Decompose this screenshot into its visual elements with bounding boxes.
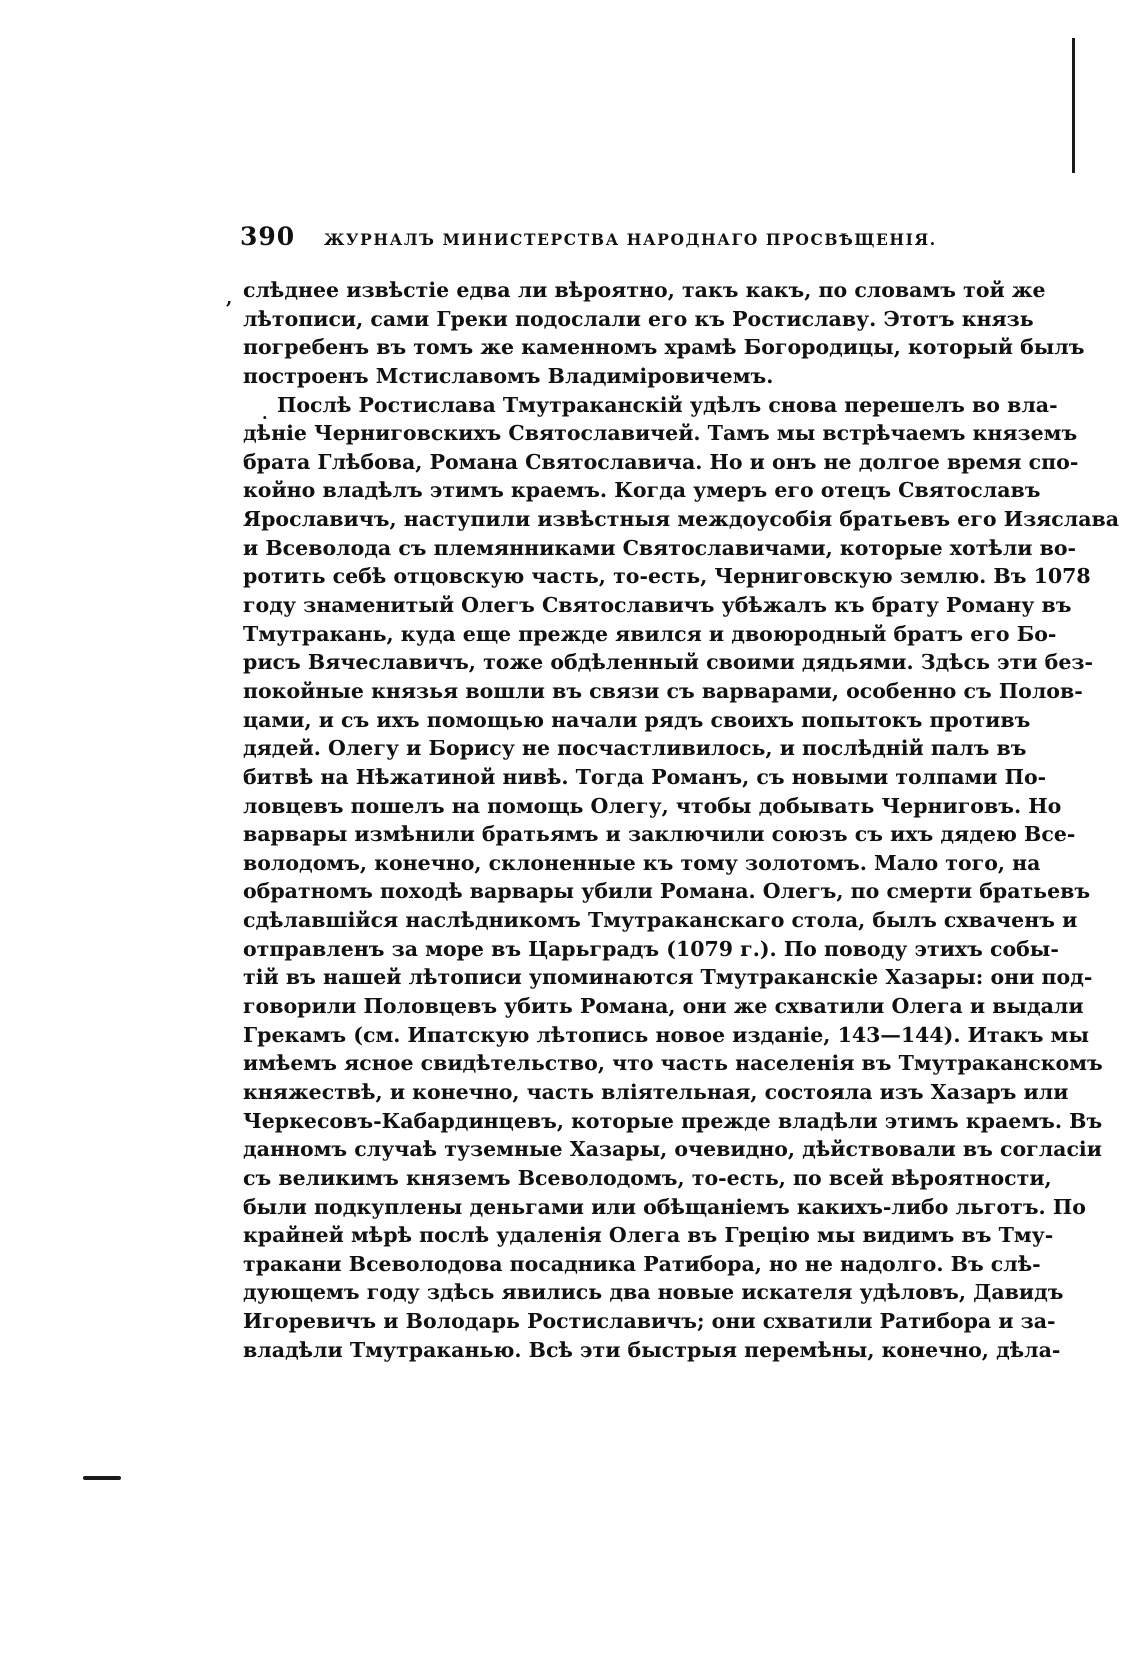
text-line: тракани Всеволодова посадника Ратибора, но не надолго. Въ слѣ-	[243, 1251, 1041, 1276]
text-line: варвары измѣнили братьямъ и заключили союзъ съ ихъ дядею Все-	[243, 822, 1076, 847]
text-line: тій въ нашей лѣтописи упоминаются Тмутраканскіе Хазары: они под-	[243, 965, 1093, 990]
text-line: и Всеволода съ племянниками Святославичами, которые хотѣли во-	[243, 535, 1077, 560]
text-line: володомъ, конечно, склоненные къ тому золотомъ. Мало того, на	[243, 850, 1041, 875]
text-line: Игоревичъ и Володарь Ростиславичъ; они схватили Ратибора и за-	[243, 1309, 1056, 1334]
text-line: обратномъ походѣ варвары убили Романа. Олегъ, по смерти братьевъ	[243, 879, 1091, 904]
margin-tick-mark	[83, 1476, 121, 1480]
text-line: владѣли Тмутраканью. Всѣ эти быстрыя перемѣны, конечно, дѣла-	[243, 1337, 1061, 1362]
text-line: дующемъ году здѣсь явились два новые искателя удѣловъ, Давидъ	[243, 1280, 1064, 1305]
text-line: Послѣ Ростислава Тмутраканскій удѣлъ снова перешелъ во вла-	[277, 392, 1058, 417]
text-line: Грекамъ (см. Ипатскую лѣтопись новое изданіе, 143—144). Итакъ мы	[243, 1022, 1090, 1047]
text-line: говорили Половцевъ убить Романа, они же схватили Олега и выдали	[243, 994, 1084, 1019]
text-line: битвѣ на Нѣжатиной нивѣ. Тогда Романъ, съ новыми толпами По-	[243, 764, 1047, 789]
text-line: построенъ Мстиславомъ Владиміровичемъ.	[243, 363, 774, 388]
text-line: дѣніе Черниговскихъ Святославичей. Тамъ мы встрѣчаемъ княземъ	[243, 421, 1078, 446]
page-number: 390	[240, 222, 296, 251]
text-line: койно владѣлъ этимъ краемъ. Когда умеръ его отецъ Святославъ	[243, 478, 1041, 503]
text-line: съ великимъ княземъ Всеволодомъ, то-есть, по всей вѣроятности,	[243, 1165, 1052, 1190]
text-line: данномъ случаѣ туземные Хазары, очевидно, дѣйствовали въ согласіи	[243, 1137, 1102, 1162]
text-line: ротить себѣ отцовскую часть, то-есть, Черниговскую землю. Въ 1078	[243, 564, 1091, 589]
text-line: слѣднее извѣстіе едва ли вѣроятно, такъ какъ, по словамъ той же	[243, 278, 1046, 302]
text-line: Черкесовъ-Кабардинцевъ, которые прежде владѣли этимъ краемъ. Въ	[243, 1108, 1103, 1133]
scan-edge-line	[1072, 38, 1075, 173]
text-line: лѣтописи, сами Греки подослали его къ Ростиславу. Этотъ князь	[243, 306, 1034, 331]
margin-mark: .	[262, 404, 268, 423]
text-line: были подкуплены деньгами или обѣщаніемъ какихъ-либо льготъ. По	[243, 1194, 1086, 1219]
body-text	[243, 276, 1120, 1364]
text-line: покойные князья вошли въ связи съ варварами, особенно съ Полов-	[243, 678, 1083, 703]
text-line: имѣемъ ясное свидѣтельство, что часть населенія въ Тмутраканскомъ	[243, 1051, 1103, 1076]
text-line: сдѣлавшійся наслѣдникомъ Тмутраканскаго стола, былъ схваченъ и	[243, 908, 1078, 933]
text-line: дядей. Олегу и Борису не посчастливилось, и послѣдній палъ въ	[243, 736, 1027, 761]
text-line: ловцевъ пошелъ на помощь Олегу, чтобы добывать Черниговъ. Но	[243, 793, 1062, 818]
text-line: отправленъ за море въ Царьградъ (1079 г.). По поводу этихъ собы-	[243, 936, 1059, 961]
text-line: Ярославичъ, наступили извѣстныя междоусобія братьевъ его Изяслава	[243, 507, 1120, 532]
text-line: крайней мѣрѣ послѣ удаленія Олега въ Грецію мы видимъ въ Тму-	[243, 1223, 1054, 1248]
text-line: брата Глѣбова, Романа Святославича. Но и онъ не долгое время спо-	[243, 449, 1079, 474]
running-title: ЖУРНАЛЪ МИНИСТЕРСТВА НАРОДНАГО ПРОСВѢЩЕНІЯ.	[324, 230, 937, 249]
text-line: погребенъ въ томъ же каменномъ храмѣ Богородицы, который былъ	[243, 335, 1085, 360]
text-line: году знаменитый Олегъ Святославичъ убѣжалъ къ брату Роману въ	[243, 593, 1072, 618]
page-header	[240, 222, 940, 262]
margin-mark: ,	[226, 288, 233, 309]
text-line: княжествѣ, и конечно, часть вліятельная, состояла изъ Хазаръ или	[243, 1079, 1069, 1104]
text-line: рисъ Вячеславичъ, тоже обдѣленный своими дядьями. Здѣсь эти без-	[243, 650, 1093, 675]
text-line: цами, и съ ихъ помощью начали рядъ своихъ попытокъ противъ	[243, 707, 1031, 732]
text-line: Тмутракань, куда еще прежде явился и двоюродный братъ его Бо-	[243, 621, 1057, 646]
